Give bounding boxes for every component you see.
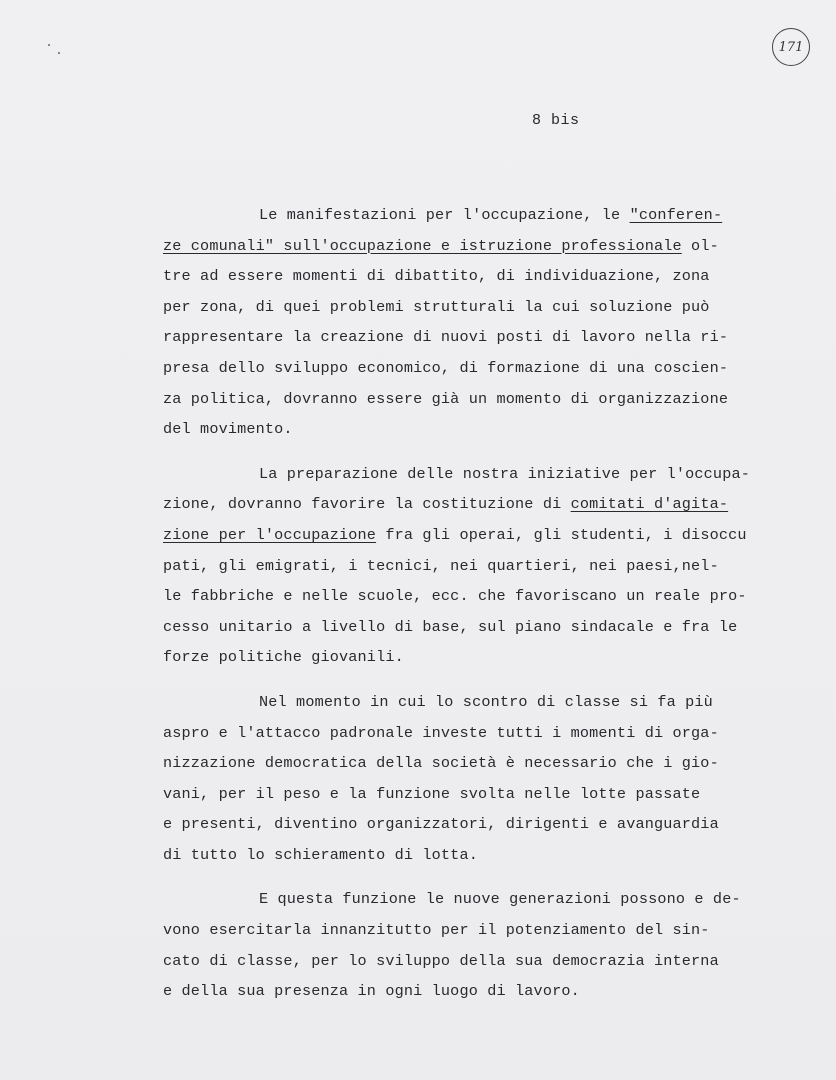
text-line	[163, 520, 763, 551]
page-number: 8 bis	[532, 112, 580, 129]
paragraph	[163, 459, 763, 673]
text-line	[163, 748, 763, 779]
text-line	[163, 581, 763, 612]
underlined-text: zione per l'occupazione	[163, 525, 377, 544]
paper-speck	[58, 52, 60, 54]
paragraph	[163, 200, 763, 445]
text-segment: del movimento.	[163, 420, 293, 439]
text-segment: tre ad essere momenti di dibattito, di individuazione, zona	[163, 267, 710, 286]
stamp-number: 171	[778, 39, 804, 55]
text-segment: presa dello sviluppo economico, di formazione di una coscien-	[163, 358, 729, 377]
text-segment: vani, per il peso e la funzione svolta nelle lotte passate	[163, 784, 701, 803]
archive-stamp	[772, 28, 810, 66]
underlined-text: ze comunali" sull'occupazione e istruzione professionale	[163, 236, 682, 255]
text-segment: forze politiche giovanili.	[163, 648, 404, 667]
text-line	[163, 915, 763, 946]
underlined-text: comitati d'agita-	[570, 495, 729, 514]
text-line	[163, 292, 763, 323]
text-segment: ol-	[681, 236, 719, 255]
text-line	[163, 459, 763, 490]
text-segment: di tutto lo schieramento di lotta.	[163, 845, 478, 864]
text-line	[163, 642, 763, 673]
text-line	[163, 414, 763, 445]
text-line	[163, 946, 763, 977]
text-segment: cesso unitario a livello di base, sul piano sindacale e fra le	[163, 617, 738, 636]
text-line	[163, 384, 763, 415]
text-segment: vono esercitarla innanzitutto per il potenziamento del sin-	[163, 921, 710, 940]
text-segment: za politica, dovranno essere già un momento di organizzazione	[163, 389, 729, 408]
text-segment: pati, gli emigrati, i tecnici, nei quartieri, nei paesi,nel-	[163, 556, 719, 575]
text-segment: e presenti, diventino organizzatori, dirigenti e avanguardia	[163, 815, 719, 834]
text-segment: Le manifestazioni per l'occupazione, le	[259, 206, 630, 224]
text-segment: La preparazione delle nostra iniziative per l'occupa-	[259, 464, 750, 483]
text-line	[163, 976, 763, 1007]
text-segment: rappresentare la creazione di nuovi posti di lavoro nella ri-	[163, 328, 729, 347]
text-line	[163, 718, 763, 749]
text-segment: fra gli operai, gli studenti, i disoccu	[376, 525, 747, 544]
text-line	[163, 551, 763, 582]
paper-speck	[48, 44, 50, 46]
text-line	[163, 779, 763, 810]
text-line	[163, 489, 763, 520]
text-segment: Nel momento in cui lo scontro di classe si fa più	[259, 692, 713, 711]
text-segment: le fabbriche e nelle scuole, ecc. che favoriscano un reale pro-	[163, 587, 747, 606]
text-segment: cato di classe, per lo sviluppo della sua democrazia interna	[163, 951, 719, 970]
text-line	[163, 809, 763, 840]
text-line	[163, 612, 763, 643]
text-segment: aspro e l'attacco padronale investe tutti i momenti di orga-	[163, 723, 719, 742]
text-segment: E questa funzione le nuove generazioni possono e de-	[259, 890, 741, 909]
text-segment: zione, dovranno favorire la costituzione di	[163, 495, 571, 514]
paragraph	[163, 884, 763, 1006]
text-segment: per zona, di quei problemi strutturali la cui soluzione può	[163, 297, 710, 316]
text-line	[163, 200, 763, 231]
text-segment: nizzazione democratica della società è necessario che i gio-	[163, 754, 719, 773]
text-line	[163, 322, 763, 353]
text-line	[163, 687, 763, 718]
paragraph	[163, 687, 763, 871]
underlined-text: "conferen-	[629, 206, 723, 224]
body-text	[163, 200, 763, 1021]
text-line	[163, 840, 763, 871]
text-line	[163, 884, 763, 915]
text-line	[163, 231, 763, 262]
text-line	[163, 353, 763, 384]
text-segment: e della sua presenza in ogni luogo di lavoro.	[163, 982, 580, 1001]
text-line	[163, 261, 763, 292]
